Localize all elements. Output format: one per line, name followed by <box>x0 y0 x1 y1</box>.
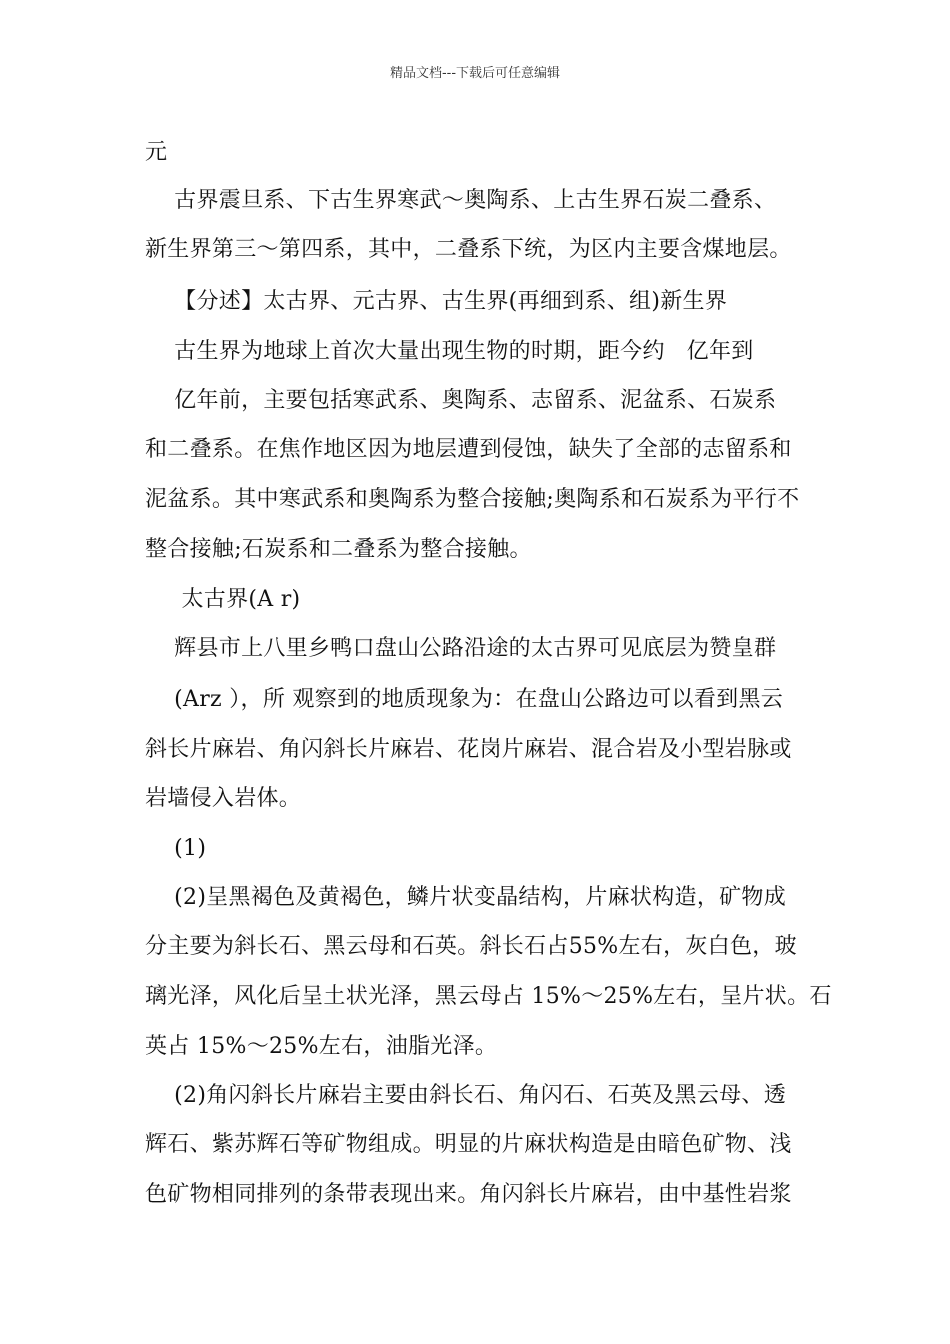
text-line: 古界震旦系、下古生界寒武～奥陶系、上古生界石炭二叠系、 <box>145 188 777 213</box>
text-line: 古生界为地球上首次大量出现生物的时期，距今约 亿年到 <box>145 339 754 364</box>
list-marker: (1) <box>145 836 207 861</box>
text-line: 【分述】太古界、元古界、古生界(再细到系、组)新生界 <box>145 289 728 314</box>
text-line: 璃光泽，风化后呈土状光泽，黑云母占 15%～25%左右，呈片状。石 <box>145 984 832 1009</box>
text-line: 整合接触;石炭系和二叠系为整合接触。 <box>145 537 532 562</box>
text-line: 泥盆系。其中寒武系和奥陶系为整合接触;奥陶系和石炭系为平行不 <box>145 487 800 512</box>
page-header: 精品文档---下载后可任意编辑 <box>389 66 561 81</box>
text-line: 英占 15%～25%左右，油脂光泽。 <box>145 1034 498 1059</box>
text-line: (Arz ），所 观察到的地质现象为：在盘山公路边可以看到黑云 <box>145 687 784 712</box>
text-line: 岩墙侵入岩体。 <box>145 786 302 811</box>
text-line: (2)角闪斜长片麻岩主要由斜长石、角闪石、石英及黑云母、透 <box>145 1083 787 1108</box>
section-heading: 太古界(A r) <box>145 587 301 612</box>
text-line: 色矿物相同排列的条带表现出来。角闪斜长片麻岩，由中基性岩浆 <box>145 1182 792 1207</box>
text-line: 新生界第三～第四系，其中，二叠系下统，为区内主要含煤地层。 <box>145 237 792 262</box>
text-line: 元 <box>145 140 168 165</box>
text-line: 辉石、紫苏辉石等矿物组成。明显的片麻状构造是由暗色矿物、浅 <box>145 1132 792 1157</box>
text-line: 分主要为斜长石、黑云母和石英。斜长石占55%左右，灰白色，玻 <box>145 934 797 959</box>
text-line: 和二叠系。在焦作地区因为地层遭到侵蚀，缺失了全部的志留系和 <box>145 437 792 462</box>
text-line: 斜长片麻岩、角闪斜长片麻岩、花岗片麻岩、混合岩及小型岩脉或 <box>145 737 792 762</box>
text-line: (2)呈黑褐色及黄褐色，鳞片状变晶结构，片麻状构造，矿物成 <box>145 885 787 910</box>
text-line: 亿年前，主要包括寒武系、奥陶系、志留系、泥盆系、石炭系 <box>145 388 777 413</box>
text-line: 辉县市上八里乡鸭口盘山公路沿途的太古界可见底层为赞皇群 <box>145 636 777 661</box>
